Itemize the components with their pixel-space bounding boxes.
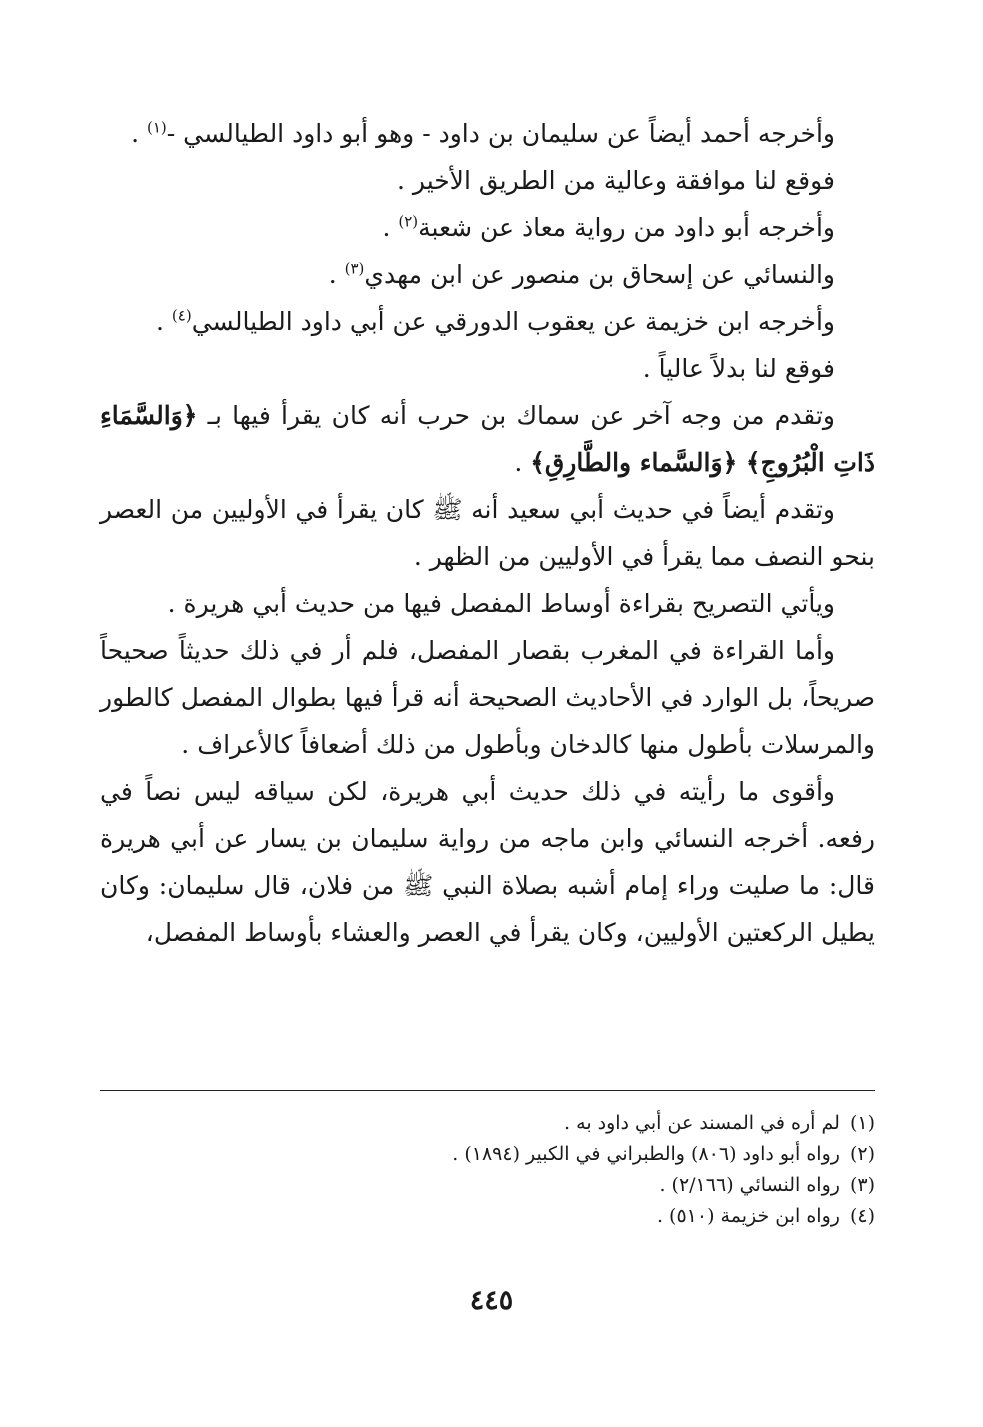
paragraph: فوقع لنا بدلاً عالياً .: [642, 354, 835, 383]
paragraph: ويأتي التصريح بقراءة أوساط المفصل فيها من حديث أبي هريرة .: [167, 589, 835, 618]
footnote-text: رواه النسائي (٢/١٦٦) .: [659, 1174, 840, 1196]
paragraph: فوقع لنا موافقة وعالية من الطريق الأخير .: [397, 166, 835, 195]
footnote-text: رواه أبو داود (٨٠٦) والطبراني في الكبير (١٨٩٤) .: [452, 1143, 840, 1165]
footnote-number: (٣): [849, 1174, 875, 1196]
page-number: ٤٤٥: [469, 1285, 514, 1316]
paragraph: وأخرجه أحمد أيضاً عن سليمان بن داود - وهو أبو داود الطيالسي -$^{(١)}$ .: [131, 118, 835, 148]
main-text: [100, 110, 875, 956]
footnote-ref[interactable]: (٢): [398, 212, 419, 231]
paragraph: وأخرجه ابن خزيمة عن يعقوب الدورقي عن أبي داود الطيالسي$^{(٤)}$ .: [156, 306, 835, 336]
footnote-ref[interactable]: (٣): [344, 259, 365, 278]
footnote: [100, 1139, 875, 1170]
footnote: [100, 1201, 875, 1232]
paragraph: والنسائي عن إسحاق بن منصور عن ابن مهدي$^{(٣)}$ .: [328, 259, 835, 289]
footnote-number: (٢): [849, 1143, 875, 1165]
paragraph: وأخرجه أبو داود من رواية معاذ عن شعبة$^{(٢)}$ .: [382, 212, 835, 242]
footnote-separator: [100, 1090, 875, 1091]
paragraph: وتقدم أيضاً في حديث أبي سعيد أنه ﷺ كان يقرأ في الأوليين من العصر بنحو النصف مما يقرأ في الأوليين من الظهر .: [100, 495, 875, 571]
footnotes: [100, 1108, 875, 1232]
footnote-ref[interactable]: (٤): [171, 306, 192, 325]
footnote-text: رواه ابن خزيمة (٥١٠) .: [656, 1205, 840, 1227]
footnote: [100, 1170, 875, 1201]
footnote-ref[interactable]: (١): [146, 118, 167, 137]
footnote: [100, 1108, 875, 1139]
paragraph: وأقوى ما رأيته في ذلك حديث أبي هريرة، لكن سياقه ليس نصاً في رفعه. أخرجه النسائي وابن ماجه من رواية سليمان بن يسار عن أبي هريرة قال: ما صليت وراء إمام أشبه بصلاة النبي ﷺ من فلان، قال سليمان: وكان يطيل الركعتين الأوليين، وكان يقرأ في العصر والعشاء بأوساط المفصل،: [100, 777, 875, 947]
paragraph: وأما القراءة في المغرب بقصار المفصل، فلم أر في ذلك حديثاً صحيحاً صريحاً، بل الوارد في الأحاديث الصحيحة أنه قرأ فيها بطوال المفصل كالطور والمرسلات بأطول منها كالدخان وبأطول من ذلك أضعافاً كالأعراف .: [100, 636, 875, 759]
footnote-number: (٤): [849, 1205, 875, 1227]
footnote-number: (١): [849, 1112, 875, 1134]
page-body: [100, 110, 875, 956]
quran-citation: ﴿وَالسَّمَاءِ ذَاتِ الْبُرُوجِ﴾ ﴿وَالسَّماء والطَّارِقِ﴾: [100, 401, 875, 477]
paragraph: وتقدم من وجه آخر عن سماك بن حرب أنه كان يقرأ فيها بـ ﴿وَالسَّمَاءِ ذَاتِ الْبُرُوجِ﴾ ﴿وَالسَّماء والطَّارِقِ﴾ .: [100, 401, 875, 477]
footnote-text: لم أره في المسند عن أبي داود به .: [564, 1112, 840, 1134]
